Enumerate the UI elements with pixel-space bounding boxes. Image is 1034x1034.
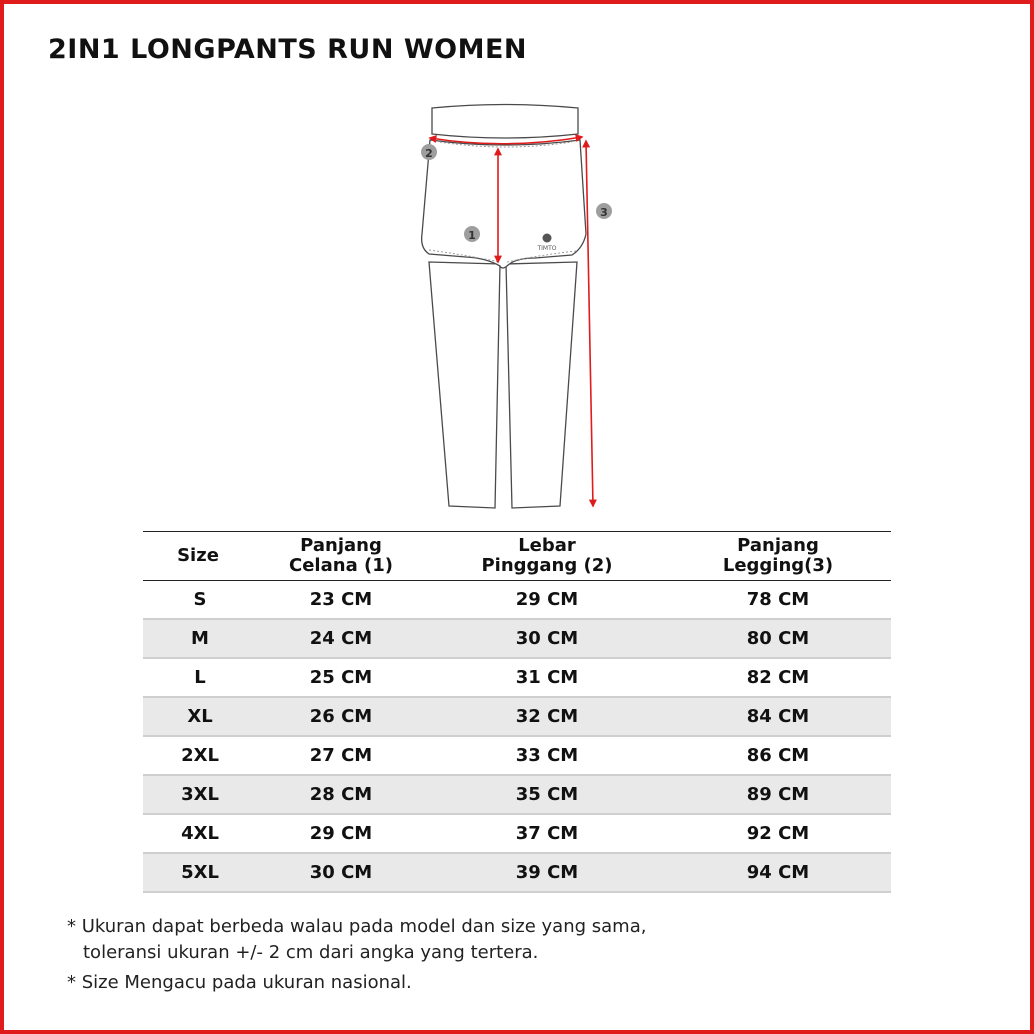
note-line-3: * Size Mengacu pada ukuran nasional. — [67, 972, 412, 993]
cell-pinggang: 32 CM — [429, 697, 665, 736]
cell-legging: 92 CM — [665, 814, 891, 853]
cell-legging: 89 CM — [665, 775, 891, 814]
cell-celana: 24 CM — [253, 619, 429, 658]
legging-length-line — [586, 141, 593, 506]
cell-legging: 86 CM — [665, 736, 891, 775]
cell-pinggang: 31 CM — [429, 658, 665, 697]
marker-3 — [596, 203, 612, 219]
cell-size: 2XL — [143, 736, 253, 775]
svg-text:TIMTO: TIMTO — [537, 245, 557, 252]
cell-legging: 80 CM — [665, 619, 891, 658]
cell-legging: 78 CM — [665, 581, 891, 620]
cell-pinggang: 33 CM — [429, 736, 665, 775]
cell-size: S — [143, 581, 253, 620]
note-line-1: * Ukuran dapat berbeda walau pada model dan size yang sama, — [67, 916, 647, 937]
header-lebar-pinggang: Lebar Pinggang (2) — [429, 532, 665, 581]
table-header-row — [143, 532, 891, 581]
header-panjang-legging: Panjang Legging(3) — [665, 532, 891, 581]
cell-legging: 84 CM — [665, 697, 891, 736]
note-line-2: toleransi ukuran +/- 2 cm dari angka yang tertera. — [83, 942, 539, 963]
table-row — [143, 619, 891, 658]
svg-text:1: 1 — [468, 229, 476, 242]
cell-legging: 82 CM — [665, 658, 891, 697]
cell-celana: 25 CM — [253, 658, 429, 697]
cell-pinggang: 35 CM — [429, 775, 665, 814]
cell-size: 3XL — [143, 775, 253, 814]
cell-pinggang: 37 CM — [429, 814, 665, 853]
cell-size: M — [143, 619, 253, 658]
table-row — [143, 658, 891, 697]
table-row — [143, 853, 891, 892]
size-notes — [67, 914, 646, 996]
svg-text:3: 3 — [600, 206, 608, 219]
marker-1 — [464, 226, 480, 242]
cell-celana: 30 CM — [253, 853, 429, 892]
cell-pinggang: 39 CM — [429, 853, 665, 892]
cell-size: L — [143, 658, 253, 697]
page-title: 2IN1 LONGPANTS RUN WOMEN — [48, 34, 527, 65]
header-panjang-celana: Panjang Celana (1) — [253, 532, 429, 581]
table-row — [143, 775, 891, 814]
cell-legging: 94 CM — [665, 853, 891, 892]
cell-celana: 26 CM — [253, 697, 429, 736]
table-row — [143, 697, 891, 736]
size-chart-table — [143, 531, 891, 893]
cell-size: XL — [143, 697, 253, 736]
table-row — [143, 814, 891, 853]
cell-celana: 28 CM — [253, 775, 429, 814]
header-size: Size — [143, 532, 253, 581]
table-row — [143, 736, 891, 775]
cell-pinggang: 30 CM — [429, 619, 665, 658]
marker-2 — [421, 144, 437, 160]
svg-text:2: 2 — [425, 147, 433, 160]
garment-diagram — [400, 96, 640, 516]
cell-celana: 27 CM — [253, 736, 429, 775]
cell-celana: 23 CM — [253, 581, 429, 620]
leggings-outline — [429, 262, 577, 508]
cell-celana: 29 CM — [253, 814, 429, 853]
cell-pinggang: 29 CM — [429, 581, 665, 620]
cell-size: 5XL — [143, 853, 253, 892]
table-row — [143, 581, 891, 620]
cell-size: 4XL — [143, 814, 253, 853]
shorts-outline — [422, 105, 586, 269]
